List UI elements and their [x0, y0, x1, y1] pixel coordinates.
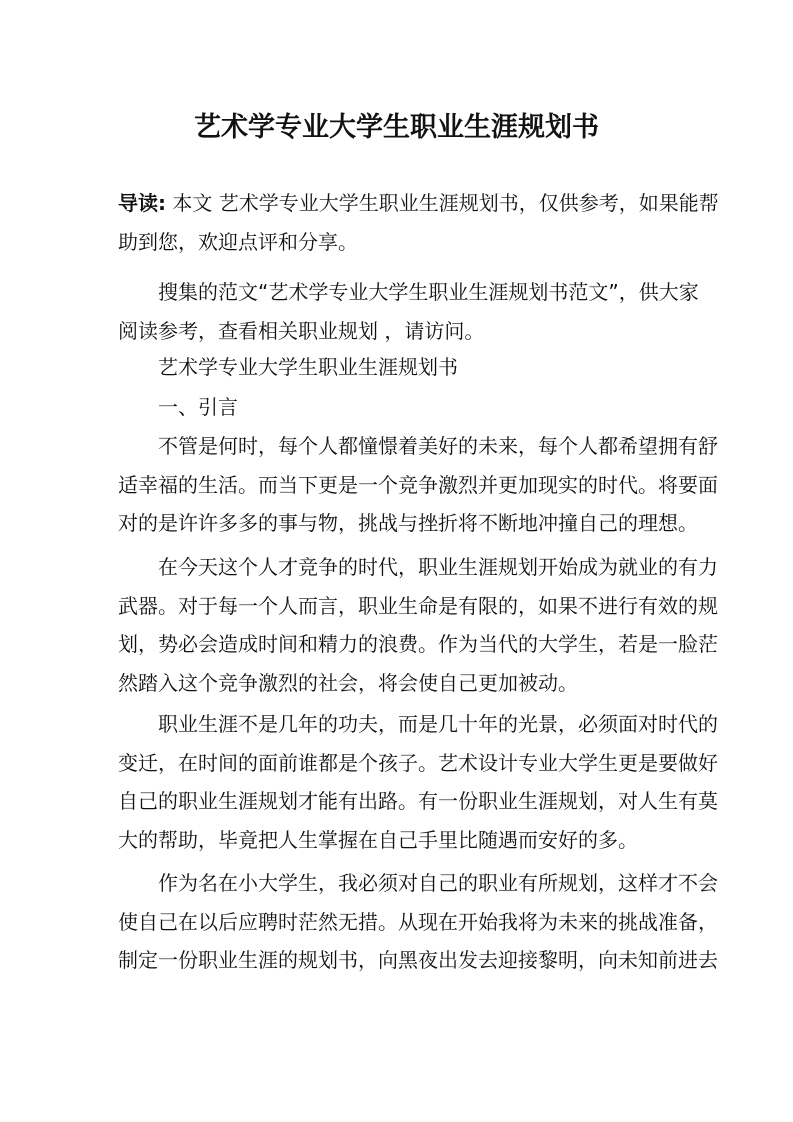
paragraph-line: 搜集的范文“艺术学专业大学生职业生涯规划书范文”，供大家 [158, 280, 699, 304]
paragraph-line: 作为名在小大学生，我必须对自己的职业有所规划，这样才不会 [158, 871, 718, 895]
section-heading [118, 388, 684, 427]
subtitle [118, 348, 684, 387]
paragraph-line: 自己的职业生涯规划才能有出路。有一份职业生涯规划，对人生有莫 [118, 789, 718, 813]
intro-label: 导读: [118, 191, 166, 215]
paragraph [118, 864, 718, 980]
paragraph [118, 705, 718, 859]
paragraph-line: 阅读参考，查看相关职业规划 ，请访问。 [118, 318, 485, 343]
paragraph-line: 大的帮助，毕竟把人生掌握在自己手里比随遇而安好的多。 [118, 827, 638, 852]
paragraph-line: 划，势必会造成时间和精力的浪费。作为当代的大学生，若是一脸茫 [118, 632, 718, 656]
paragraph-line: 不管是何时，每个人都憧憬着美好的未来，每个人都希望拥有舒 [158, 434, 718, 458]
document-title: 艺术学专业大学生职业生涯规划书 [194, 112, 599, 143]
paragraph-line: 职业生涯不是几年的功夫，而是几十年的光景，必须面对时代的 [158, 712, 718, 736]
intro-line: 助到您，欢迎点评和分享。 [118, 229, 358, 254]
paragraph-line: 在今天这个人才竞争的时代，职业生涯规划开始成为就业的有力 [158, 555, 718, 579]
paragraph-line: 艺术学专业大学生职业生涯规划书 [158, 355, 458, 379]
intro-paragraph [118, 184, 719, 261]
paragraph [118, 273, 699, 350]
paragraph-line: 变迁，在时间的面前谁都是个孩子。艺术设计专业大学生更是要做好 [118, 750, 718, 775]
paragraph-line: 武器。对于每一个人而言，职业生命是有限的，如果不进行有效的规 [118, 593, 718, 618]
intro-line: 导读: 本文 艺术学专业大学生职业生涯规划书，仅供参考，如果能帮 [118, 191, 719, 215]
paragraph-line: 使自己在以后应聘时茫然无措。从现在开始我将为未来的挑战准备， [118, 909, 718, 934]
paragraph [118, 548, 718, 702]
paragraph-line: 然踏入这个竞争激烈的社会，将会使自己更加被动。 [118, 670, 578, 695]
paragraph-line: 一、引言 [158, 395, 238, 419]
paragraph-line: 对的是许许多多的事与物，挑战与挫折将不断地冲撞自己的理想。 [118, 511, 698, 535]
paragraph-line: 制定一份职业生涯的规划书，向黑夜出发去迎接黎明，向未知前进去 [118, 948, 718, 972]
paragraph-line: 适幸福的生活。而当下更是一个竞争激烈并更加现实的时代。将要面 [118, 472, 718, 497]
paragraph [118, 427, 718, 543]
